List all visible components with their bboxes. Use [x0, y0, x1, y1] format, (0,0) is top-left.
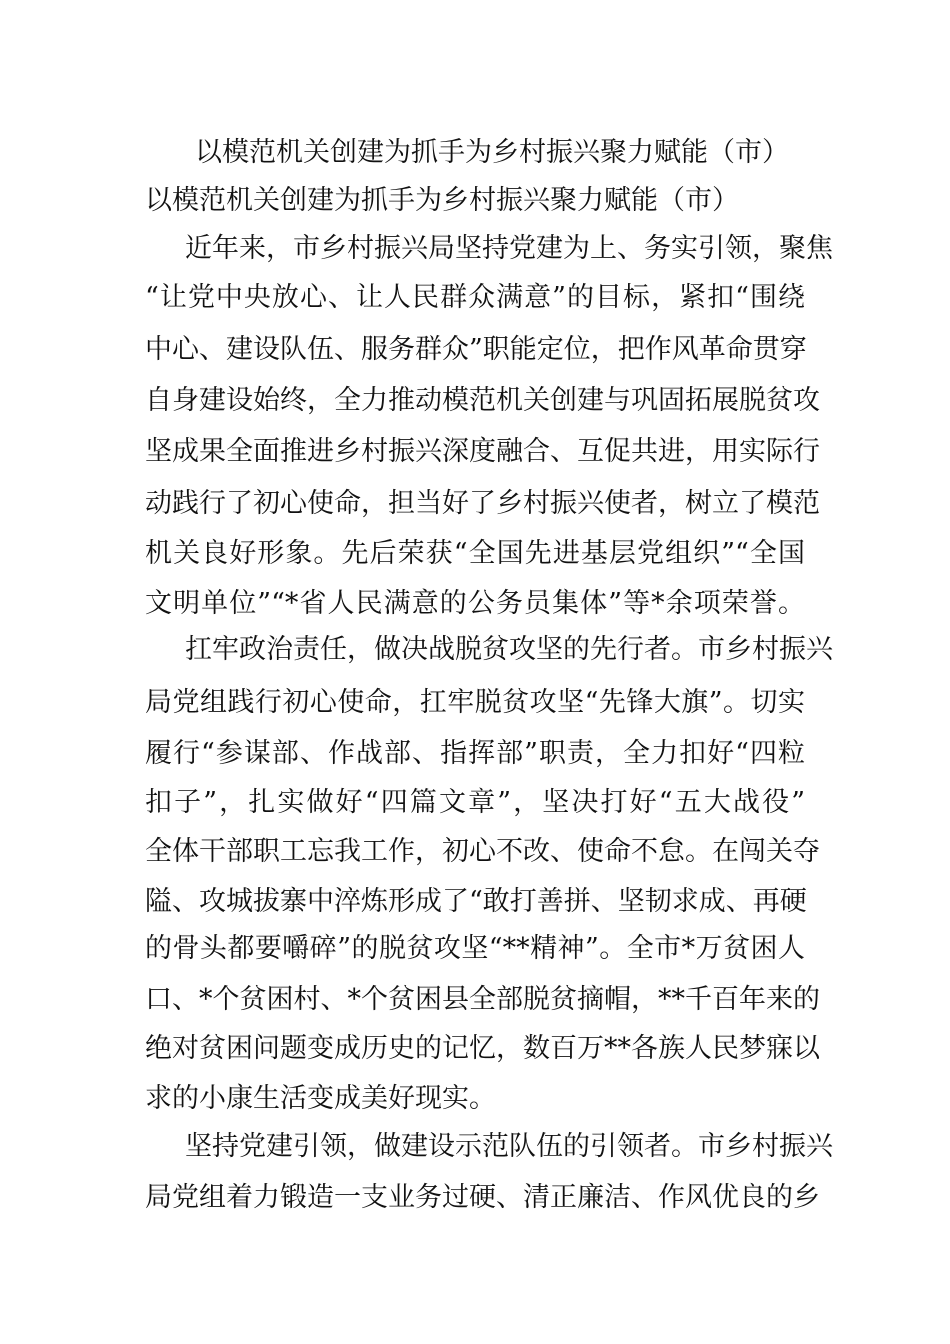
paragraph-line: 自身建设始终，全力推动模范机关创建与巩固拓展脱贫攻: [145, 385, 820, 416]
paragraph-line: 局党组践行初心使命，扛牢脱贫攻坚“先锋大旗”。切实: [145, 687, 805, 718]
paragraph-line: 扣子”，扎实做好“四篇文章”，坚决打好“五大战役”: [145, 787, 805, 818]
paragraph-line: “让党中央放心、让人民群众满意”的目标，紧扣“围绕: [145, 282, 805, 313]
paragraph-line: 中心、建设队伍、服务群众”职能定位，把作风革命贯穿: [145, 334, 807, 365]
paragraph-line: 全体干部职工忘我工作，初心不改、使命不怠。在闯关夺: [145, 836, 820, 867]
paragraph-line: 坚持党建引领，做建设示范队伍的引领者。市乡村振兴: [185, 1131, 833, 1162]
paragraph-line: 局党组着力锻造一支业务过硬、清正廉洁、作风优良的乡: [145, 1182, 820, 1213]
paragraph-line: 坚成果全面推进乡村振兴深度融合、互促共进，用实际行: [145, 436, 820, 467]
document-subtitle: 以模范机关创建为抓手为乡村振兴聚力赋能（市）: [145, 185, 739, 216]
paragraph-line: 动践行了初心使命，担当好了乡村振兴使者，树立了模范: [145, 488, 820, 519]
paragraph-line: 机关良好形象。先后荣获“全国先进基层党组织”“全国: [145, 538, 805, 569]
paragraph-line: 文明单位”“*省人民满意的公务员集体”等*余项荣誉。: [145, 588, 805, 619]
paragraph-line: 的骨头都要嚼碎”的脱贫攻坚“**精神”。全市*万贫困人: [145, 933, 805, 964]
paragraph-line: 扛牢政治责任，做决战脱贫攻坚的先行者。市乡村振兴: [185, 634, 833, 665]
paragraph-line: 近年来，市乡村振兴局坚持党建为上、务实引领，聚焦: [185, 233, 833, 264]
paragraph-line: 口、*个贫困村、*个贫困县全部脱贫摘帽，**千百年来的: [145, 984, 820, 1015]
document-title: 以模范机关创建为抓手为乡村振兴聚力赋能（市）: [195, 137, 789, 168]
paragraph-line: 绝对贫困问题变成历史的记忆，数百万**各族人民梦寐以: [145, 1033, 820, 1064]
paragraph-line: 求的小康生活变成美好现实。: [145, 1083, 496, 1114]
paragraph-line: 履行“参谋部、作战部、指挥部”职责，全力扣好“四粒: [145, 738, 805, 769]
paragraph-line: 隘、攻城拔寨中淬炼形成了“敢打善拼、坚韧求成、再硬: [145, 886, 807, 917]
